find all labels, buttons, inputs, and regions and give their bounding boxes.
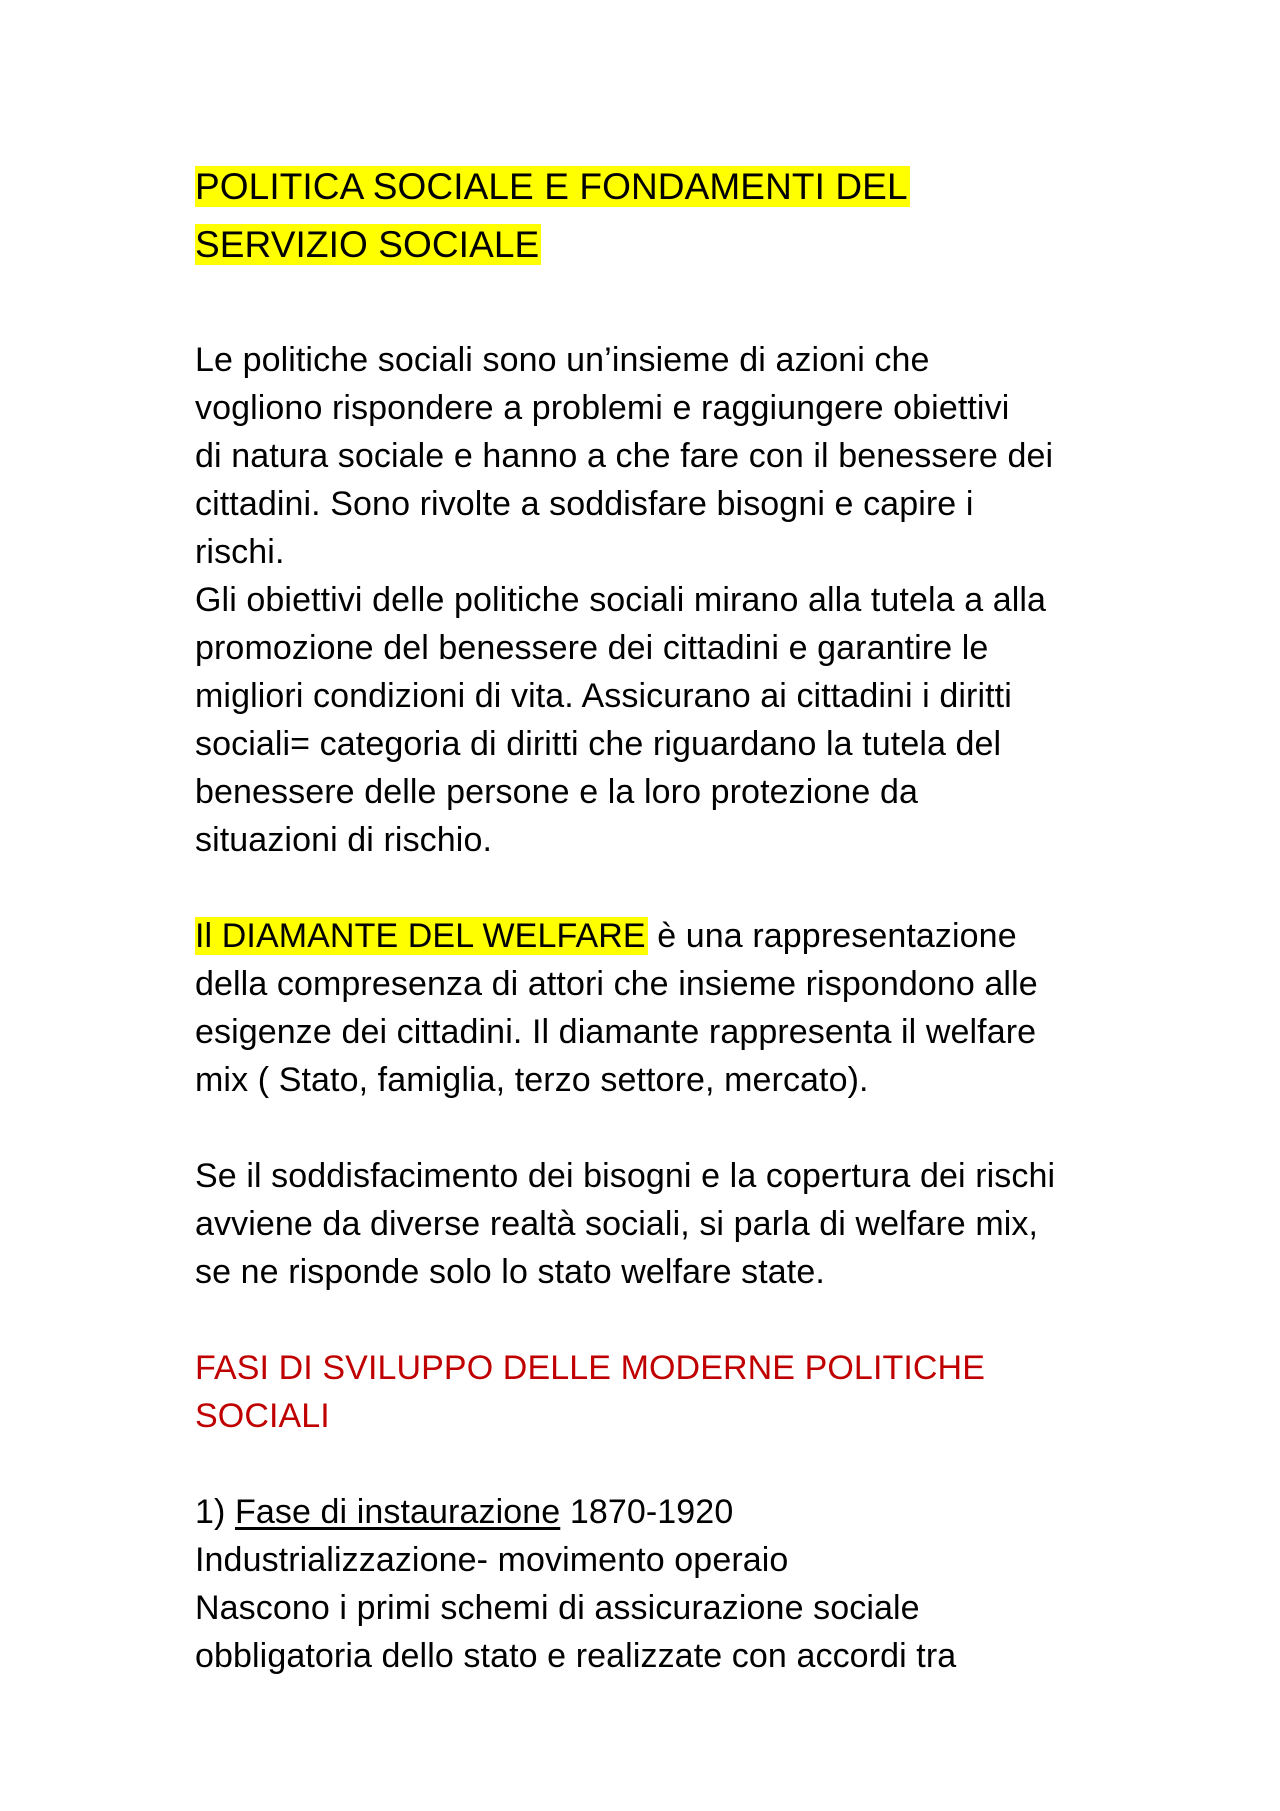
- text-line: esigenze dei cittadini. Il diamante rappresenta il welfare: [195, 1013, 1037, 1051]
- text-line: Nascono i primi schemi di assicurazione sociale: [195, 1589, 920, 1627]
- text-line: Gli obiettivi delle politiche sociali mirano alla tutela a alla: [195, 581, 1047, 619]
- title-line-2: SERVIZIO SOCIALE: [195, 224, 540, 265]
- text-line: avviene da diverse realtà sociali, si parla di welfare mix,: [195, 1205, 1039, 1243]
- text-line: Industrializzazione- movimento operaio: [195, 1541, 789, 1579]
- diamante-highlight: Il DIAMANTE DEL WELFARE: [195, 917, 646, 955]
- text-line: Le politiche sociali sono un’insieme di azioni che: [195, 341, 930, 379]
- welfare-mix-paragraph: [195, 1152, 1115, 1296]
- text-line: rischi.: [195, 533, 285, 571]
- intro-paragraph: [195, 336, 1115, 864]
- document-body: [195, 158, 1115, 1680]
- phase-number: 1): [195, 1493, 235, 1531]
- text-line: benessere delle persone e la loro protezione da: [195, 773, 918, 811]
- title-line-1: POLITICA SOCIALE E FONDAMENTI DEL: [195, 166, 908, 207]
- phase-name: Fase di instaurazione: [234, 1493, 561, 1531]
- text-line: migliori condizioni di vita. Assicurano ai cittadini i diritti: [195, 677, 1012, 715]
- section-heading: FASI DI SVILUPPO DELLE MODERNE POLITICHE SOCIALI: [195, 1349, 985, 1435]
- text-line: mix ( Stato, famiglia, terzo settore, mercato).: [195, 1061, 869, 1099]
- text-line: di natura sociale e hanno a che fare con il benessere dei: [195, 437, 1054, 475]
- text-line: se ne risponde solo lo stato welfare state.: [195, 1253, 825, 1291]
- text-line: situazioni di rischio.: [195, 821, 492, 859]
- text-line: è una rappresentazione: [647, 917, 1017, 955]
- phase-years: 1870-1920: [560, 1493, 734, 1531]
- text-line: promozione del benessere dei cittadini e garantire le: [195, 629, 989, 667]
- text-line: vogliono rispondere a problemi e raggiungere obiettivi: [195, 389, 1010, 427]
- text-line: obbligatoria dello stato e realizzate con accordi tra: [195, 1637, 957, 1675]
- text-line: cittadini. Sono rivolte a soddisfare bisogni e capire i: [195, 485, 974, 523]
- text-line: Se il soddisfacimento dei bisogni e la copertura dei rischi: [195, 1157, 1056, 1195]
- phase-1-paragraph: [195, 1488, 1115, 1680]
- text-line: della compresenza di attori che insieme rispondono alle: [195, 965, 1038, 1003]
- diamante-paragraph: [195, 912, 1115, 1104]
- text-line: sociali= categoria di diritti che riguardano la tutela del: [195, 725, 1002, 763]
- document-title: [195, 158, 1115, 274]
